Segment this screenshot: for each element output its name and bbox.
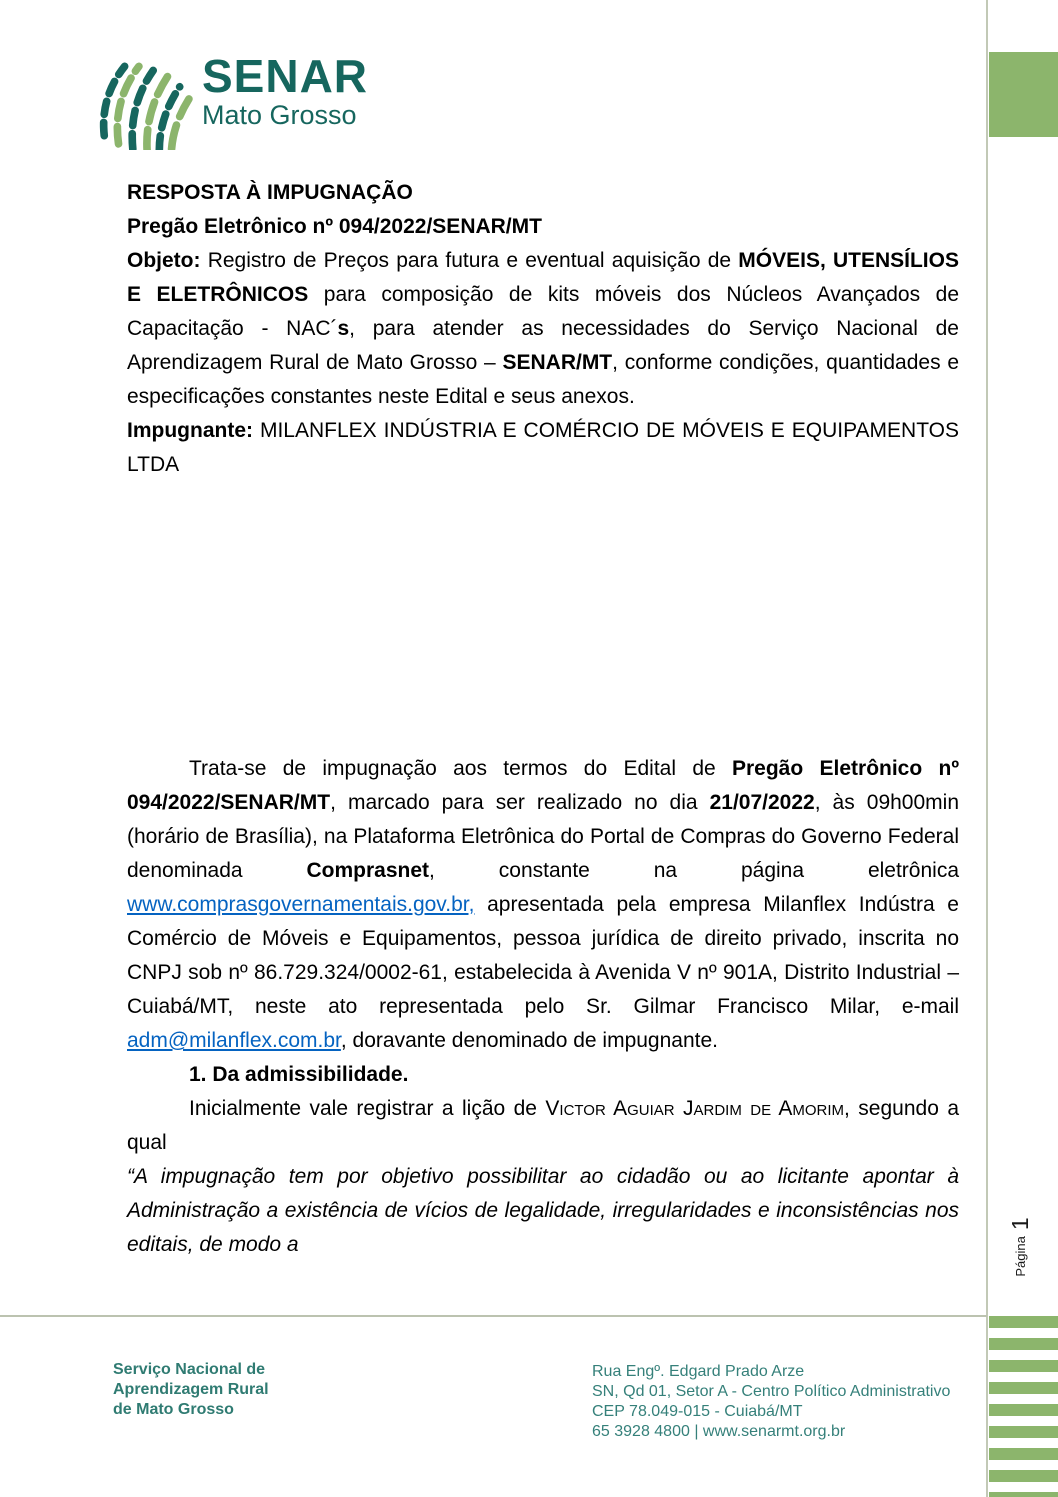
senar-wheat-icon: [92, 48, 194, 150]
text-run: , para atender as necessidades do Serviço Nacional de Aprendizagem Rural de Mato Grosso –: [127, 317, 959, 374]
footer-address-line: SN, Qd 01, Setor A - Centro Político Administrativo: [592, 1383, 951, 1400]
blank-gap: [127, 482, 959, 752]
top-right-green-block: [989, 52, 1058, 137]
footer-address-line: Rua Engº. Edgard Prado Arze: [592, 1363, 805, 1380]
milanflex-email-link[interactable]: adm@milanflex.com.br: [127, 1029, 341, 1052]
text-run: “A impugnação tem por objetivo possibilitar ao cidadão ou ao licitante apontar à Administração a existência de vícios de legalidade, irregularidades e inconsistências nos editais, de modo a: [127, 1165, 959, 1256]
footer-address-line: 65 3928 4800 | www.senarmt.org.br: [592, 1423, 846, 1440]
text-run: MÓVEIS, UTENSÍLIOS E ELETRÔNICOS: [127, 249, 959, 306]
text-run: , segundo a qual: [127, 1097, 959, 1154]
comprasgovernamentais-link[interactable]: www.comprasgovernamentais.gov.br,: [127, 893, 475, 916]
text-run: SENAR/MT: [502, 351, 613, 374]
text-run: Registro de Preços para futura e eventual aquisição de: [200, 249, 739, 272]
document-subtitle: Pregão Eletrônico nº 094/2022/SENAR/MT: [127, 215, 542, 238]
page-number: 1: [1006, 1217, 1033, 1231]
paragraph-impugnante: [127, 414, 959, 482]
text-run: Objeto:: [127, 249, 201, 272]
document-body: [127, 176, 959, 1262]
footer-org-line: Serviço Nacional de: [113, 1361, 266, 1378]
footer-address-line: CEP 78.049-015 - Cuiabá/MT: [592, 1403, 803, 1420]
paragraph-quote: [127, 1160, 959, 1262]
text-run: Impugnante:: [127, 419, 253, 442]
text-run: 21/07/2022: [709, 791, 815, 814]
text-run: Comprasnet: [306, 859, 430, 882]
text-run: Inicialmente vale registrar a lição de: [189, 1097, 546, 1120]
heading-admissibilidade: 1. Da admissibilidade.: [189, 1063, 409, 1086]
text-run: apresentada pela empresa Milanflex Indústra e Comércio de Móveis e Equipamentos, pessoa jurídica de direito privado, inscrita no CNPJ sob nº 86.729.324/0002-61, estabelecida à Avenida V nº 901A, Distrito Industrial – Cuiabá/MT, neste ato representada pelo Sr. Gilmar Francisco Milar, e-mail: [127, 893, 959, 1018]
text-run: , marcado para ser realizado no dia: [330, 791, 710, 814]
logo-name: SENAR: [202, 50, 369, 102]
text-run: Pregão Eletrônico nº 094/2022/SENAR/MT: [127, 757, 960, 814]
bottom-right-green-stripes: [989, 1316, 1058, 1497]
text-run: s: [337, 317, 350, 340]
page-label: Página: [1012, 1236, 1028, 1277]
paragraph-inicialmente: [127, 1092, 959, 1160]
text-run: , constante na página eletrônica: [429, 859, 959, 882]
text-run: MILANFLEX INDÚSTRIA E COMÉRCIO DE MÓVEIS E EQUIPAMENTOS LTDA: [127, 419, 959, 476]
text-run: , doravante denominado de impugnante.: [340, 1029, 718, 1052]
footer-org-line: de Mato Grosso: [113, 1401, 234, 1418]
footer-divider: [0, 1315, 987, 1317]
senar-logo: [92, 48, 368, 150]
right-margin-rule: [986, 0, 988, 1497]
text-run: para composição de kits móveis dos Núcleos Avançados de Capacitação - NAC´: [127, 283, 959, 340]
footer-address: [592, 1362, 950, 1442]
text-run: , conforme condições, quantidades e especificações constantes neste Edital e seus anexos.: [127, 351, 959, 408]
paragraph-objeto: [127, 244, 959, 414]
paragraph-tratase: [127, 752, 959, 1058]
document-title: RESPOSTA À IMPUGNAÇÃO: [127, 181, 413, 204]
text-run: , às 09h00min (horário de Brasília), na Plataforma Eletrônica do Portal de Compras do Governo Federal denominada: [127, 791, 959, 882]
logo-wordmark: [202, 48, 368, 130]
text-run: Trata-se de impugnação aos termos do Edital de: [189, 757, 732, 780]
logo-region: Mato Grosso: [202, 100, 357, 130]
text-run: Victor Aguiar Jardim de Amorim: [545, 1097, 845, 1120]
footer-organization: [113, 1360, 269, 1420]
page-number-vertical: [1000, 1192, 1040, 1302]
footer-org-line: Aprendizagem Rural: [113, 1381, 269, 1398]
